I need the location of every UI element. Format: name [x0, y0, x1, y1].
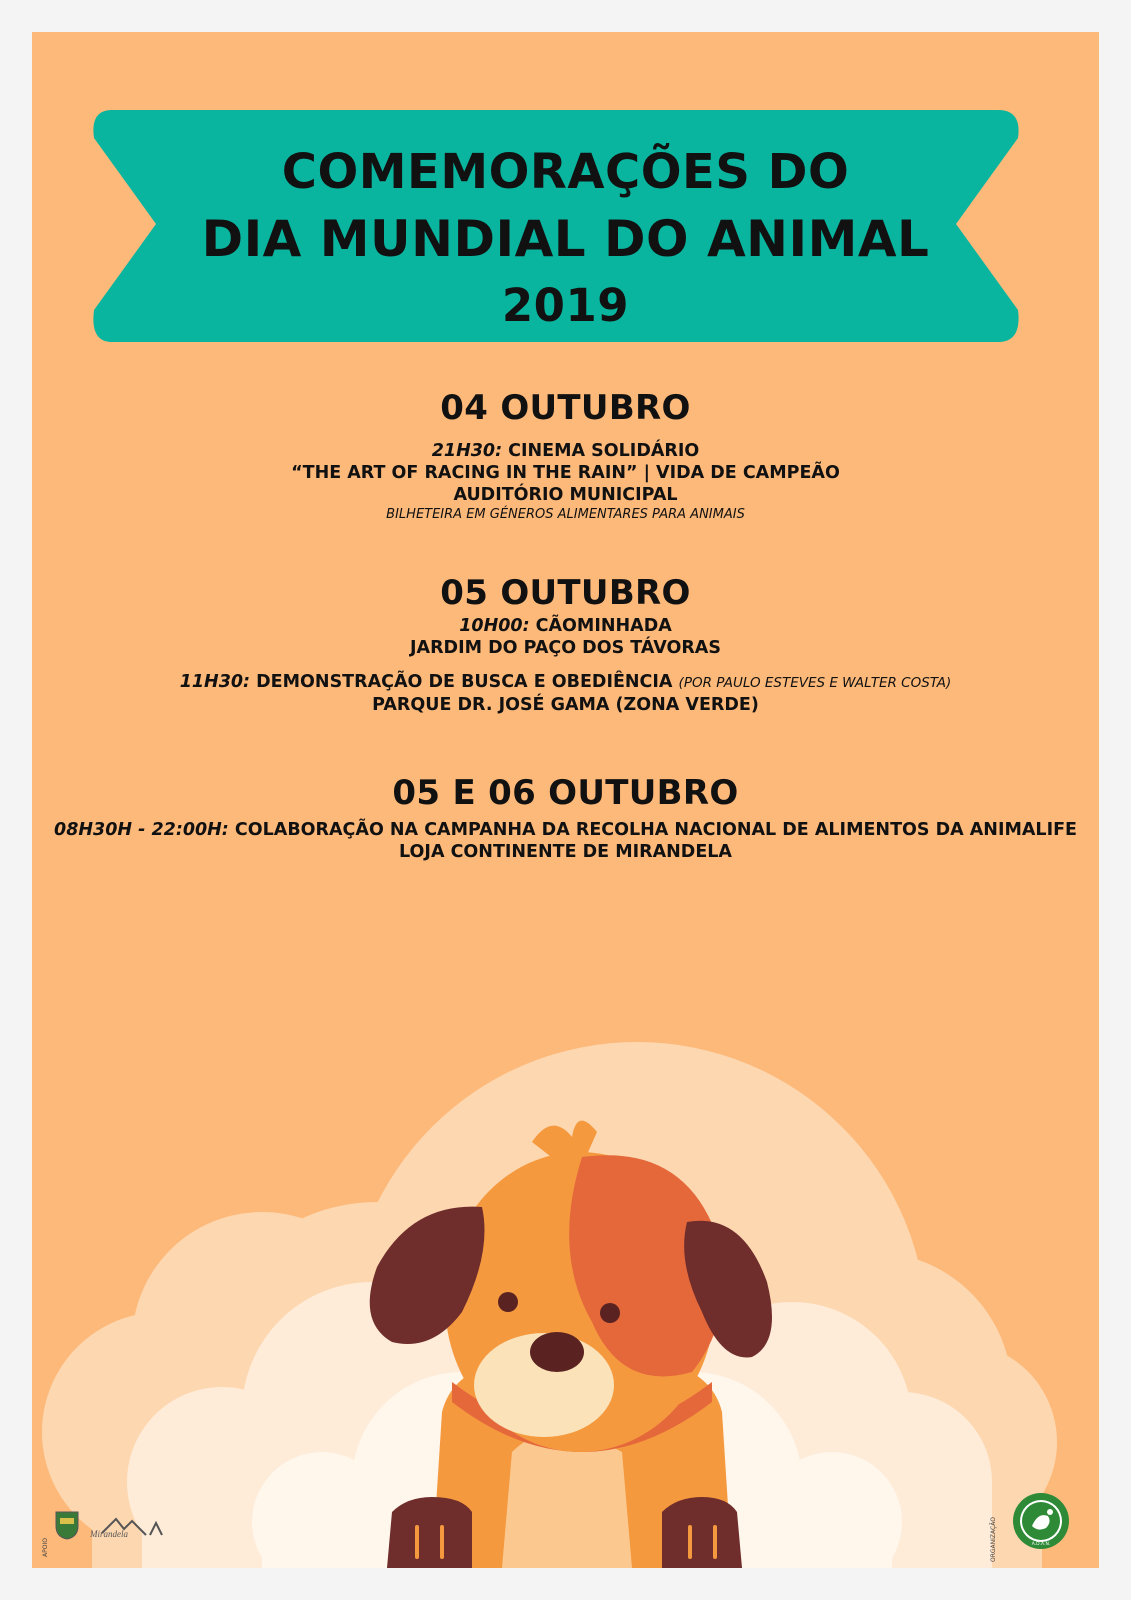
support-label: APOIO — [42, 1538, 49, 1557]
mirandela-logo-text: Mirandela — [90, 1529, 128, 1539]
event-time: 08H30H - 22:00H: — [54, 820, 229, 840]
organization-label: ORGANIZAÇÃO — [990, 1517, 997, 1562]
event-line — [32, 615, 1099, 637]
event-name: CÃOMINHADA — [535, 616, 672, 636]
title-year: 2019 — [501, 279, 630, 332]
dog-nose — [530, 1332, 584, 1372]
event-time: 10H00: — [459, 616, 530, 636]
mirandela-logo — [88, 1515, 168, 1541]
event-name: DEMONSTRAÇÃO DE BUSCA E OBEDIÊNCIA — [256, 672, 673, 692]
title-line-1: COMEMORAÇÕES DO — [281, 144, 850, 200]
event-time: 21H30: — [431, 441, 503, 461]
event-line — [32, 819, 1099, 841]
event-05-06-outubro — [32, 773, 1099, 863]
event-line — [32, 671, 1099, 694]
dog-paw-left — [387, 1497, 472, 1568]
parish-crest-logo — [54, 1510, 80, 1540]
title-line-2: DIA MUNDIAL DO ANIMAL — [201, 210, 930, 268]
event-note: (POR PAULO ESTEVES E WALTER COSTA) — [678, 675, 952, 691]
event-name: COLABORAÇÃO NA CAMPANHA DA RECOLHA NACIONAL DE ALIMENTOS DA ANIMALIFE — [234, 820, 1077, 840]
event-time: 11H30: — [179, 672, 251, 692]
event-venue: AUDITÓRIO MUNICIPAL — [453, 485, 678, 505]
event-venue: LOJA CONTINENTE DE MIRANDELA — [399, 842, 732, 862]
event-day: 05 OUTUBRO — [440, 573, 691, 613]
event-venue: JARDIM DO PAÇO DOS TÁVORAS — [410, 638, 721, 658]
event-line — [32, 440, 1099, 462]
event-05-outubro — [32, 573, 1099, 716]
event-note: BILHETEIRA EM GÉNEROS ALIMENTARES PARA ANIMAIS — [386, 507, 745, 522]
dog-paw-right — [662, 1497, 742, 1568]
event-04-outubro — [32, 388, 1099, 524]
event-name: CINEMA SOLIDÁRIO — [508, 441, 700, 461]
event-venue: PARQUE DR. JOSÉ GAMA (ZONA VERDE) — [372, 695, 759, 715]
adan-logo — [1012, 1492, 1070, 1550]
dog-eye-left — [498, 1292, 518, 1312]
poster — [32, 32, 1099, 1568]
event-film: “THE ART OF RACING IN THE RAIN” | VIDA DE CAMPEÃO — [291, 463, 840, 483]
adan-logo-text: A.D.A.N. — [1031, 1542, 1051, 1547]
event-day: 05 E 06 OUTUBRO — [392, 773, 739, 813]
event-day: 04 OUTUBRO — [440, 388, 691, 428]
dog-eye-right — [600, 1303, 620, 1323]
dog-illustration — [32, 1012, 1099, 1568]
